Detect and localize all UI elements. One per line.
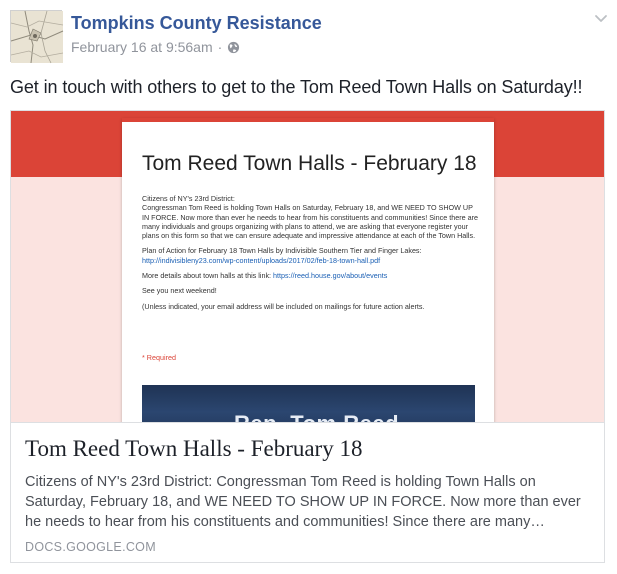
- form-intro-body: Congressman Tom Reed is holding Town Halls on Saturday, February 18, and WE NEED TO SHOW UP IN FORCE. Now more than ever he needs to hear from his constituents and communities! Since there are many individuals and groups organizing with plans to attend, we are asking that everyone register your plans on this form so that we can ensure adequate and impressive attendance at each of the Town Halls.: [142, 203, 478, 241]
- page-name-link[interactable]: Tompkins County Resistance: [71, 13, 322, 33]
- link-card-title[interactable]: Tom Reed Town Halls - February 18: [25, 436, 363, 461]
- form-details-label: More details about town halls at this link:: [142, 271, 272, 281]
- post-meta: [71, 39, 240, 55]
- form-sheet: [122, 118, 494, 438]
- post-header: [10, 8, 610, 64]
- form-required-note: * Required: [142, 353, 176, 362]
- link-card-domain: DOCS.GOOGLE.COM: [25, 540, 156, 554]
- link-preview-card[interactable]: [10, 110, 605, 563]
- link-preview-image[interactable]: [11, 111, 604, 422]
- form-see-you: See you next weekend!: [142, 286, 217, 296]
- form-details-link: https://reed.house.gov/about/events: [273, 271, 388, 281]
- chevron-down-icon[interactable]: [592, 10, 610, 28]
- meta-separator: ·: [217, 39, 223, 55]
- form-plan-link: http://indivisibleny23.com/wp-content/uploads/2017/02/feb-18-town-hall.pdf: [142, 255, 381, 265]
- page-avatar[interactable]: [10, 10, 62, 62]
- form-description: [142, 194, 478, 317]
- post-message: Get in touch with others to get to the Tom Reed Town Halls on Saturday!!: [10, 77, 583, 97]
- link-card-info[interactable]: [11, 422, 604, 562]
- form-title: Tom Reed Town Halls - February 18: [142, 152, 477, 175]
- form-email-note: (Unless indicated, your email address will be included on mailings for future action alerts.: [142, 301, 425, 311]
- link-card-description: Citizens of NY's 23rd District: Congressman Tom Reed is holding Town Halls on Saturday, February 18, and WE NEED TO SHOW UP IN FORCE. Now more than ever he needs to hear from his constituents and communities! Since there are many…: [25, 474, 581, 530]
- globe-icon[interactable]: [227, 41, 240, 54]
- form-intro-heading: Citizens of NY's 23rd District:: [142, 194, 235, 203]
- form-plan-label: Plan of Action for February 18 Town Halls by Indivisible Southern Tier and Finger Lakes:: [142, 246, 422, 256]
- map-avatar-icon: [11, 11, 63, 63]
- post-timestamp[interactable]: February 16 at 9:56am: [71, 39, 213, 55]
